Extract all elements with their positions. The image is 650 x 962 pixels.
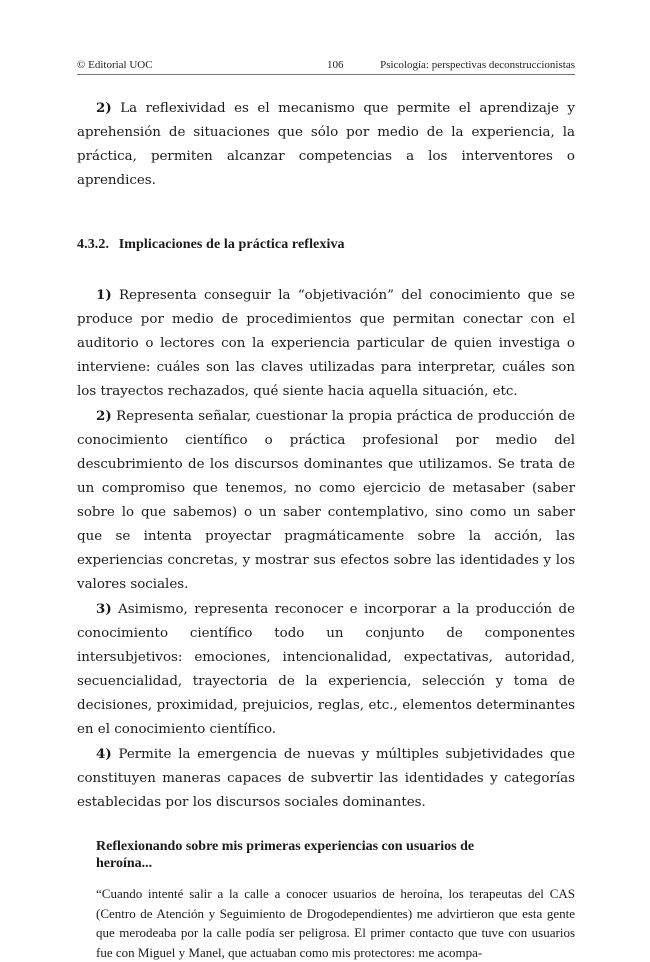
paragraph-text: La reflexividad es el mecanismo que permite el aprendizaje y aprehensión de situaciones que sólo por medio de la experiencia, la práctica, permiten alcanzar competencias a los interventores o aprendices.	[77, 101, 575, 188]
list-item	[77, 597, 575, 742]
section-heading	[77, 233, 575, 257]
list-item	[77, 742, 575, 815]
book-title: Psicología: perspectivas deconstruccionistas	[380, 59, 575, 71]
section-number: 4.3.2.	[77, 237, 110, 252]
paragraph-number: 2)	[96, 408, 112, 424]
paragraph-text: Representa conseguir la “objetivación” del conocimiento que se produce por medio de procedimientos que permitan conectar con el auditorio o lectores con la experiencia particular de quien investiga o interviene: cuáles son las claves utilizadas para interpretar, cuáles son los trayectos rechazados, qué siente hacia aquella situación, etc.	[77, 288, 575, 399]
paragraph-number: 4)	[96, 746, 112, 762]
list-item	[77, 283, 575, 404]
intro-paragraph	[77, 96, 575, 193]
paragraph-text: Asimismo, representa reconocer e incorporar a la producción de conocimiento científico todo un conjunto de componentes intersubjetivos: emociones, intencionalidad, expectativas, autoridad, secuencialidad, trayectoria de la experiencia, selección y toma de decisiones, proximidad, prejuicios, reglas, etc., elementos determinantes en el conocimiento científico.	[77, 602, 575, 737]
paragraph-number: 1)	[96, 287, 112, 303]
paragraph-number: 2)	[96, 100, 112, 116]
case-box-quote: “Cuando intenté salir a la calle a conocer usuarios de heroína, los terapeutas del CAS (Centro de Atención y Seguimiento de Drogodependientes) me advirtieron que esta gente que merodeaba por la calle podía ser peligrosa. El primer contacto que tuve con usuarios fue con Miguel y Manel, que actuaban como mis protectores: me acompa-	[96, 886, 575, 960]
running-header	[77, 58, 575, 75]
case-box	[77, 838, 575, 962]
paragraph-number: 3)	[96, 601, 112, 617]
case-box-title: Reflexionando sobre mis primeras experiencias con usuarios de heroína...	[96, 839, 475, 871]
page-number: 106	[327, 59, 344, 71]
section-title: Implicaciones de la práctica reflexiva	[118, 237, 345, 252]
body-text	[77, 96, 575, 962]
publisher-label: © Editorial UOC	[77, 59, 153, 71]
paragraph-text: Representa señalar, cuestionar la propia práctica de producción de conocimiento científico o práctica profesional por medio del descubrimiento de los discursos dominantes que utilizamos. Se trata de un compromiso que tenemos, no como ejercicio de metasaber (saber sobre lo que sabemos) o un saber contemplativo, sino como un saber que se intenta proyectar pragmáticamente sobre la acción, las experiencias concretas, y mostrar sus efectos sobre las identidades y los valores sociales.	[77, 409, 575, 592]
list-item	[77, 404, 575, 597]
paragraph-text: Permite la emergencia de nuevas y múltiples subjetividades que constituyen maneras capaces de subvertir las identidades y categorías establecidas por los discursos sociales dominantes.	[77, 747, 575, 810]
